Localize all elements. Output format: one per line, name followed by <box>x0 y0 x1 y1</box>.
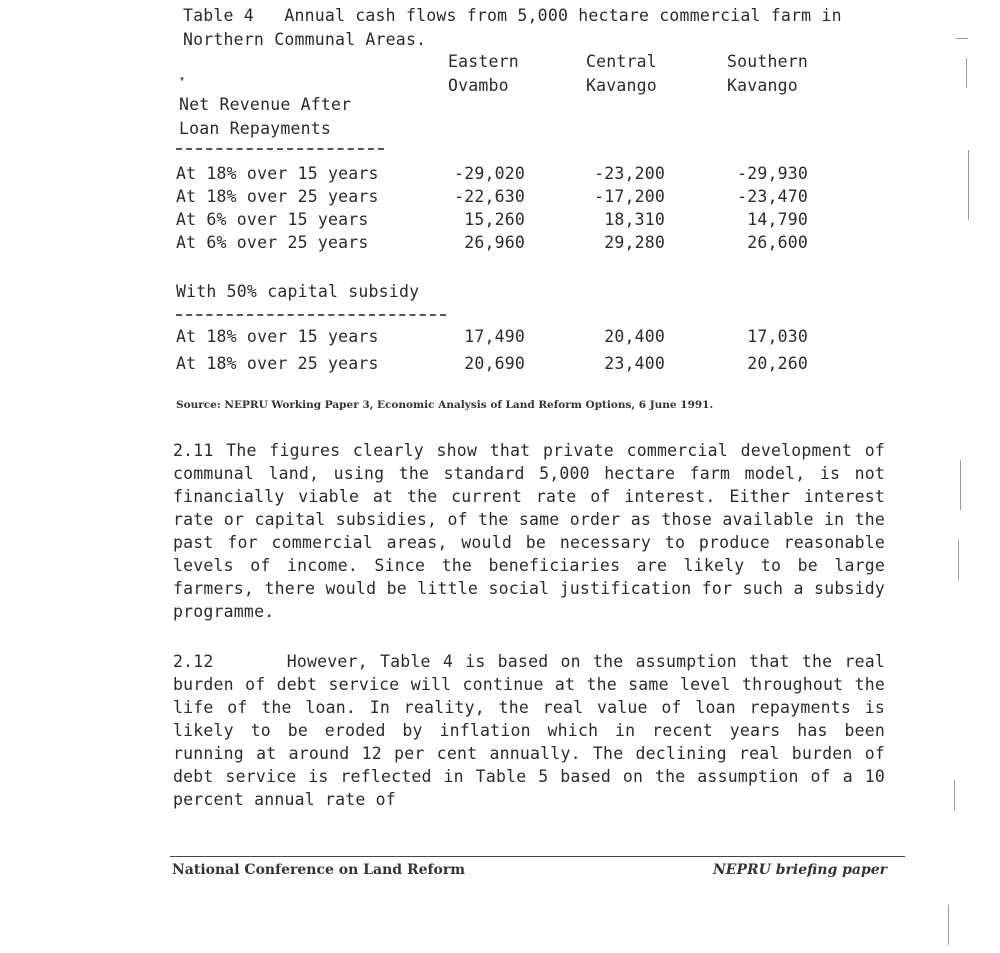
scan-artifact <box>948 905 949 945</box>
column-header-line-1: Eastern <box>448 52 519 71</box>
column-header-line-2: Ovambo <box>448 76 509 95</box>
section-title-net-revenue <box>179 93 351 141</box>
paragraph-text: However, Table 4 is based on the assumption that the real burden of debt service will continue at the same level throughout the life of the loan. In reality, the real value of loan repayments is likely to be eroded by inflation which in recent years has been running at around 12 per cent annually. The declining real burden of debt service is reflected in Table 5 based on the assumption of a 10 percent annual rate of <box>173 652 885 809</box>
table-cell: -29,020 <box>454 164 525 183</box>
table-cell: 20,690 <box>464 354 525 373</box>
section-title-capital-subsidy: With 50% capital subsidy <box>176 282 420 301</box>
table-cell: 20,400 <box>604 327 665 346</box>
column-header-eastern-ovambo <box>448 50 519 98</box>
table-cell: 14,790 <box>747 210 808 229</box>
scan-artifact <box>968 150 969 220</box>
scan-artifact <box>954 780 955 810</box>
scan-artifact <box>960 460 961 510</box>
table-cell: -29,930 <box>737 164 808 183</box>
section-title-line-1: Net Revenue After <box>179 95 352 114</box>
column-header-central-kavango <box>586 50 657 98</box>
footer-conference-title: National Conference on Land Reform <box>172 862 466 878</box>
column-header-line-2: Kavango <box>586 76 657 95</box>
table-cell: 26,600 <box>747 233 808 252</box>
table-cell: -17,200 <box>594 187 665 206</box>
column-header-line-2: Kavango <box>727 76 798 95</box>
column-header-southern-kavango <box>727 50 808 98</box>
scan-artifact <box>958 540 959 580</box>
paragraph-2-11 <box>173 439 885 623</box>
column-header-line-1: Central <box>586 52 657 71</box>
scan-artifact <box>966 58 967 88</box>
paragraph-number: 2.12 <box>173 652 214 671</box>
table-cell: 18,310 <box>604 210 665 229</box>
table-source-note: Source: NEPRU Working Paper 3, Economic Analysis of Land Reform Options, 6 June 1991. <box>176 399 714 411</box>
table-cell: -23,470 <box>737 187 808 206</box>
bullet-mark-icon: ▾ <box>179 74 186 85</box>
column-header-line-1: Southern <box>727 52 809 71</box>
table-cell: -23,200 <box>594 164 665 183</box>
table-caption <box>183 4 842 52</box>
table-cell: 20,260 <box>747 354 808 373</box>
table-row-label: At 18% over 25 years <box>176 187 379 206</box>
footer-briefing-paper: NEPRU briefing paper <box>713 862 888 878</box>
table-cell: 17,030 <box>747 327 808 346</box>
table-row-label: At 18% over 25 years <box>176 354 379 373</box>
table-cell: 15,260 <box>464 210 525 229</box>
table-cell: 26,960 <box>464 233 525 252</box>
paragraph-text: The figures clearly show that private commercial development of communal land, using the standard 5,000 hectare farm model, is not financially viable at the current rate of interest. Either interest rate or capital subsidies, of the same order as those available in the past for commercial areas, would be necessary to produce reasonable levels of income. Since the beneficiaries are likely to be large farmers, there would be little social justification for such a subsidy programme. <box>173 441 885 621</box>
paragraph-2-12 <box>173 650 885 811</box>
table-cell: 23,400 <box>604 354 665 373</box>
table-caption-line-2: Northern Communal Areas. <box>183 30 427 49</box>
table-cell: 29,280 <box>604 233 665 252</box>
table-caption-line-1: Table 4 Annual cash flows from 5,000 hectare commercial farm in <box>183 6 842 25</box>
section-underline <box>176 148 384 150</box>
table-row-label: At 6% over 25 years <box>176 233 369 252</box>
footer-rule <box>170 856 905 857</box>
table-row-label: At 18% over 15 years <box>176 164 379 183</box>
paragraph-number: 2.11 <box>173 441 214 460</box>
scan-artifact <box>956 38 968 39</box>
table-cell: 17,490 <box>464 327 525 346</box>
table-row-label: At 6% over 15 years <box>176 210 369 229</box>
section-title-line-2: Loan Repayments <box>179 119 332 138</box>
table-cell: -22,630 <box>454 187 525 206</box>
section-underline <box>176 314 446 316</box>
table-row-label: At 18% over 15 years <box>176 327 379 346</box>
